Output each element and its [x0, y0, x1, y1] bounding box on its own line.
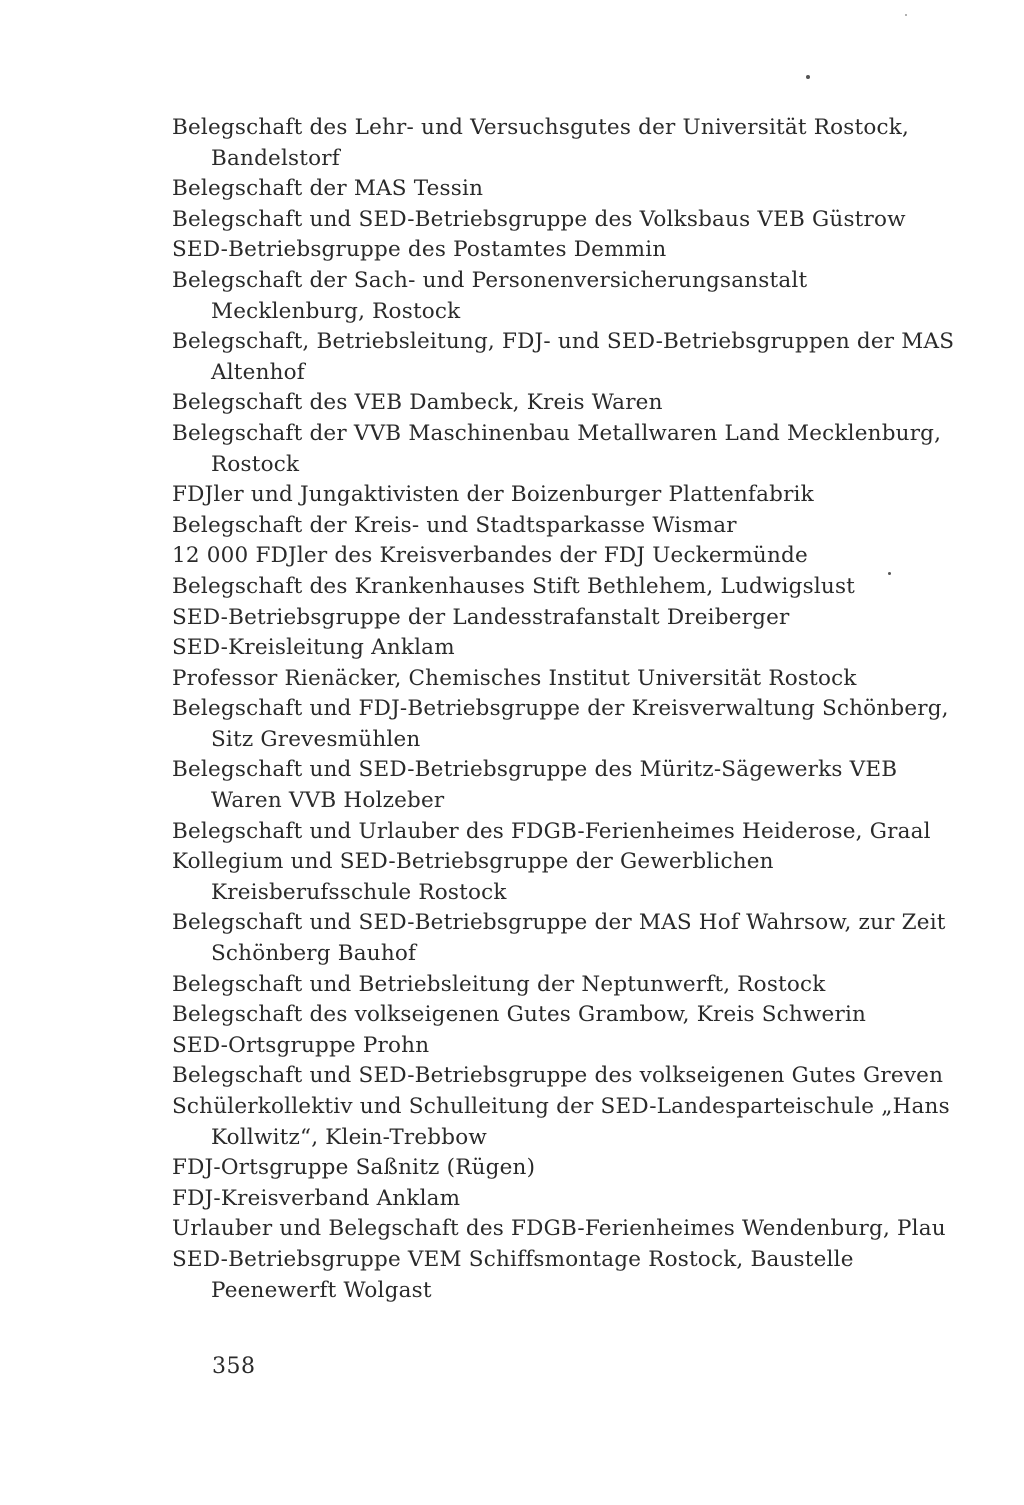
list-item: FDJ-Kreisverband Anklam — [172, 1185, 461, 1211]
list-item: FDJler und Jungaktivisten der Boizenburger Plattenfabrik — [172, 482, 814, 508]
list-item: Belegschaft des Lehr- und Versuchsgutes der Universität Rostock, Bandelstorf — [172, 115, 910, 171]
list-item: SED-Kreisleitung Anklam — [172, 635, 455, 661]
list-item: Belegschaft und FDJ-Betriebsgruppe der Kreisverwaltung Schönberg, Sitz Grevesmühlen — [172, 696, 949, 752]
list-item: Belegschaft des volkseigenen Gutes Grambow, Kreis Schwerin — [172, 1002, 867, 1028]
list-item: Belegschaft und SED-Betriebsgruppe des Müritz-Sägewerks VEB Waren VVB Holzeber — [172, 757, 898, 814]
list-item: Belegschaft und SED-Betriebsgruppe des Volksbaus VEB Güstrow — [172, 206, 906, 232]
list-item: 12 000 FDJler des Kreisverbandes der FDJ Ueckermünde — [172, 543, 808, 569]
list-item: FDJ-Ortsgruppe Saßnitz (Rügen) — [172, 1155, 536, 1181]
list-item: Belegschaft und Urlauber des FDGB-Ferienheimes Heiderose, Graal — [172, 818, 931, 844]
print-speck — [806, 75, 810, 79]
page-number: 358 — [212, 1354, 256, 1379]
list-item: Belegschaft der Sach- und Personenversicherungsanstalt Mecklenburg, Rostock — [172, 267, 808, 324]
list-item: SED-Betriebsgruppe der Landesstrafanstalt Dreiberger — [172, 604, 790, 630]
list-item: Belegschaft der VVB Maschinenbau Metallwaren Land Mecklenburg, Rostock — [172, 420, 942, 477]
list-item: Professor Rienäcker, Chemisches Institut Universität Rostock — [172, 665, 857, 691]
print-speck — [905, 14, 907, 16]
list-item: Urlauber und Belegschaft des FDGB-Ferienheimes Wendenburg, Plau — [172, 1216, 946, 1242]
list-item: Belegschaft des Krankenhauses Stift Bethlehem, Ludwigslust — [172, 573, 856, 599]
list-item: Belegschaft, Betriebsleitung, FDJ- und SED-Betriebsgruppen der MAS Altenhof — [172, 329, 955, 385]
list-item: Belegschaft und SED-Betriebsgruppe des volkseigenen Gutes Greven — [172, 1063, 944, 1089]
list-item: Belegschaft der MAS Tessin — [172, 176, 484, 202]
list-item: SED-Betriebsgruppe VEM Schiffsmontage Rostock, Baustelle Peenewerft Wolgast — [172, 1246, 854, 1303]
list-item: Kollegium und SED-Betriebsgruppe der Gewerblichen Kreisberufsschule Rostock — [172, 849, 774, 905]
list-item: Belegschaft und SED-Betriebsgruppe der MAS Hof Wahrsow, zur Zeit Schönberg Bauhof — [172, 910, 946, 967]
entry-list — [172, 113, 957, 1306]
list-item: SED-Ortsgruppe Prohn — [172, 1032, 430, 1058]
list-item: Schülerkollektiv und Schulleitung der SED-Landesparteischule „Hans Kollwitz“, Klein-Trebbow — [172, 1094, 950, 1150]
list-item: Belegschaft der Kreis- und Stadtsparkasse Wismar — [172, 512, 737, 538]
list-item: Belegschaft des VEB Dambeck, Kreis Waren — [172, 390, 663, 416]
list-item: SED-Betriebsgruppe des Postamtes Demmin — [172, 237, 667, 263]
list-item: Belegschaft und Betriebsleitung der Neptunwerft, Rostock — [172, 971, 826, 997]
